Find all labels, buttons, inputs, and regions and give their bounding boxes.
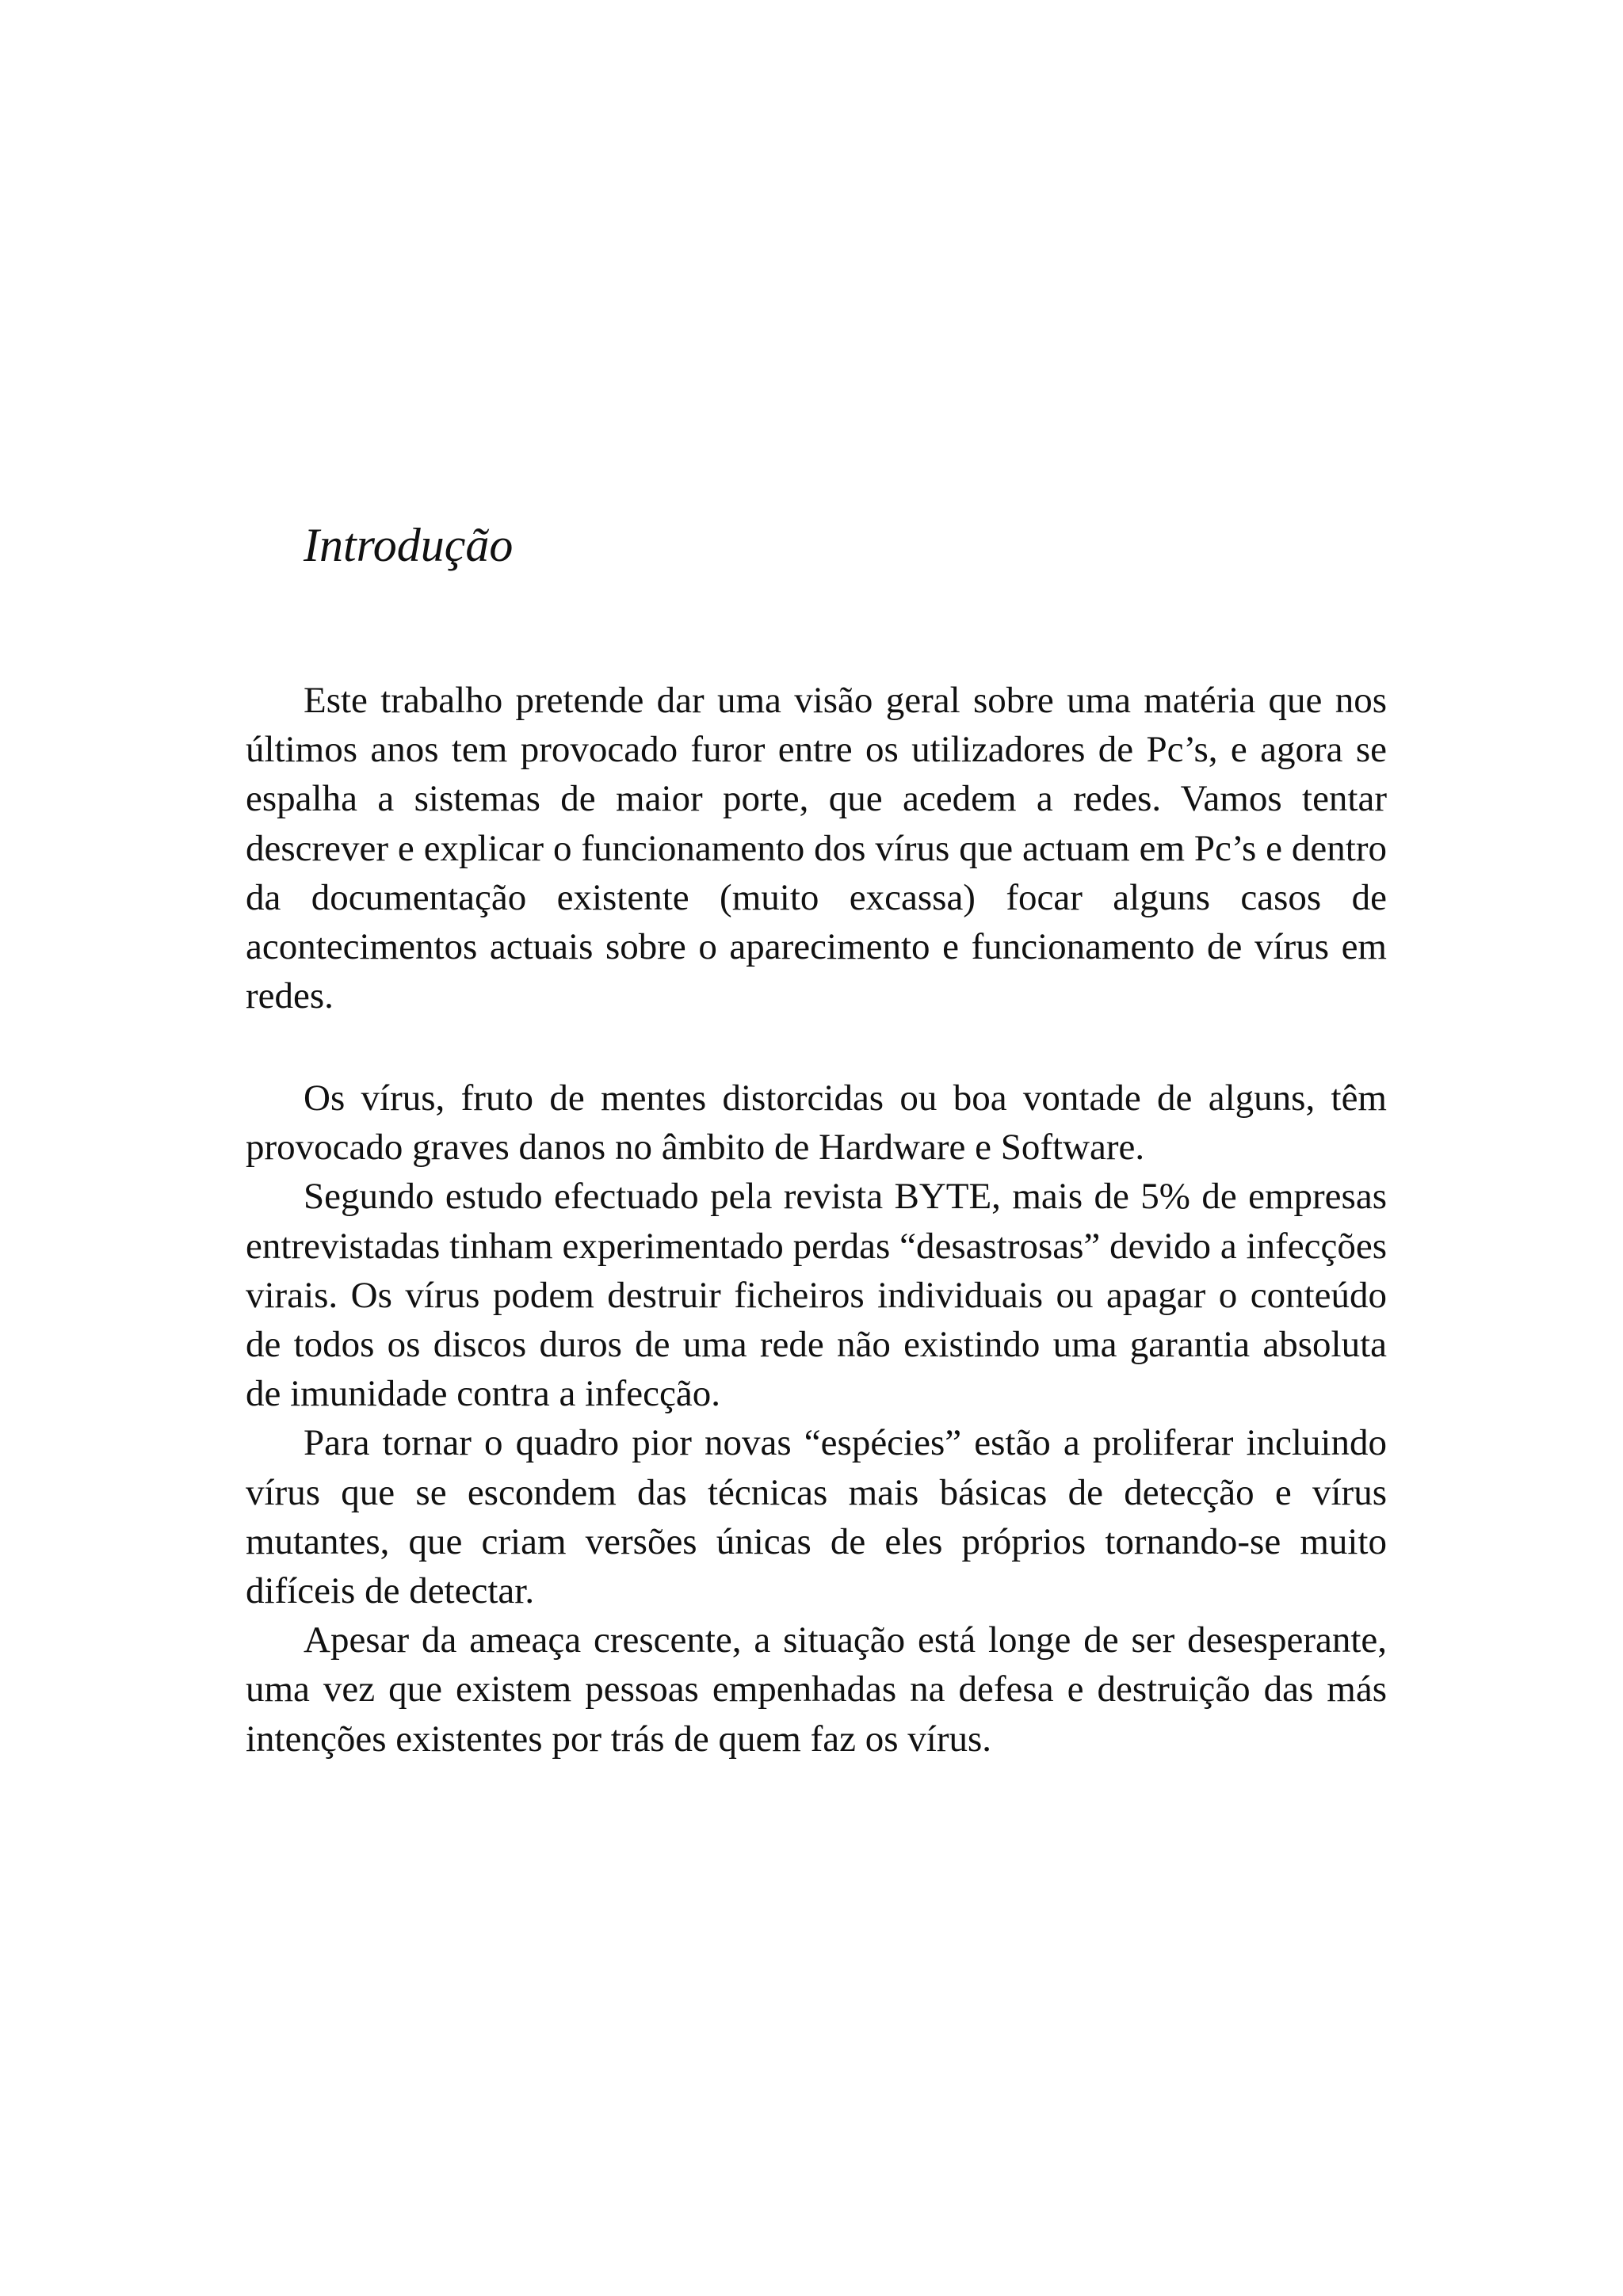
paragraph-byte-study: Segundo estudo efectuado pela revista BYTE, mais de 5% de empresas entrevistadas tinham experimentado perdas “desastrosas” devido a infecções virais. Os vírus podem destruir ficheiros individuais ou apagar o conteúdo de todos os discos duros de uma rede não existindo uma garantia absoluta de imunidade contra a infecção. (246, 1176, 1387, 1415)
paragraph-hope: Apesar da ameaça crescente, a situação está longe de ser desesperante, uma vez que existem pessoas empenhadas na defesa e destruição das más intenções existentes por trás de quem faz os vírus. (246, 1619, 1387, 1760)
intro-block (246, 676, 1387, 1020)
page-title: Introdução (304, 519, 514, 571)
paragraph-new-species: Para tornar o quadro pior novas “espécies” estão a proliferar incluindo vírus que se escondem das técnicas mais básicas de detecção e vírus mutantes, que criam versões únicas de eles próprios tornando-se muito difíceis de detectar. (246, 1422, 1387, 1612)
virus-block (246, 1074, 1387, 1764)
paragraph-intro: Este trabalho pretende dar uma visão geral sobre uma matéria que nos últimos anos tem provocado furor entre os utilizadores de Pc’s, e agora se espalha a sistemas de maior porte, que acedem a redes. Vamos tentar descrever e explicar o funcionamento dos vírus que actuam em Pc’s e dentro da documentação existente (muito excassa) focar alguns casos de acontecimentos actuais sobre o aparecimento e funcionamento de vírus em redes. (246, 680, 1387, 1017)
paragraph-virus-damage: Os vírus, fruto de mentes distorcidas ou boa vontade de alguns, têm provocado graves danos no âmbito de Hardware e Software. (246, 1077, 1387, 1169)
